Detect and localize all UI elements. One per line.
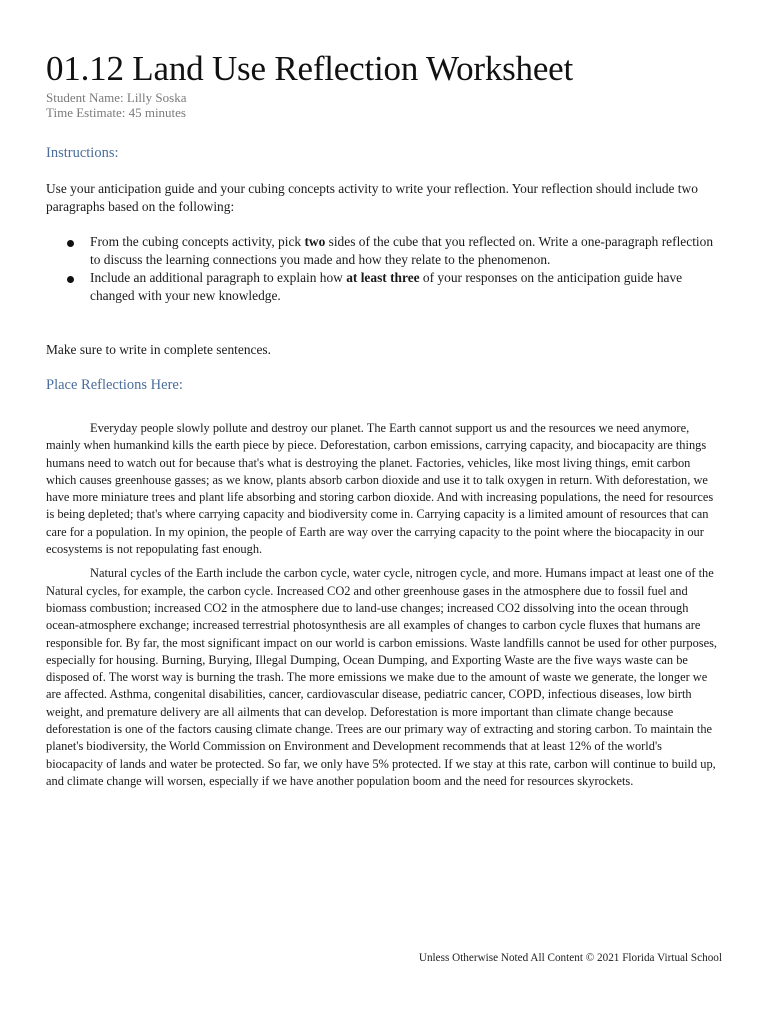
reflections-heading: Place Reflections Here: (46, 377, 183, 393)
time-estimate: Time Estimate: 45 minutes (46, 105, 186, 120)
bullet-text-end: of your responses on the anticipation guide have changed with your new knowledge. (90, 270, 683, 303)
reflection-paragraph-2: Natural cycles of the Earth include the carbon cycle, water cycle, nitrogen cycle, and more. Humans impact at least one of the Natural cycles, for example, the carbon cycle. Increased CO2 and other greenhouse gases in the atmosphere due to fossil fuel and biomass combustion; increased CO2 in the atmosphere due to land-use changes; increased CO2 dissolving into the ocean through ocean-atmosphere exchange; increased terrestrial photosynthesis are all examples of changes to carbon cycle fluxes that humans are responsible for. By far, the most significant impact on our world is carbon emissions. Waste landfills cannot be used for other purposes, especially for housing. Burning, Burying, Illegal Dumping, Ocean Dumping, and Exporting Waste are the five ways waste can be disposed of. The worst way is burning the trash. The more emissions we make due to the amount of waste we generate, the longer we are affected. Asthma, congenital disabilities, cancer, cardiovascular disease, pediatric cancer, COPD, infectious diseases, low birth weight, and premature delivery are all ailments that can develop. Deforestation is more important than climate change because deforestation is one of the factors causing climate change. Trees are our primary way of extracting and storing carbon. To maintain the planet's biodiversity, the World Commission on Environment and Development recommends that at least 12% of the world's biocapacity of lands and water be protected. So far, we only have 5% protected. If we stay at this rate, carbon will continue to build up, and climate change will worsen, especially if we have another population boom and the need for resources skyrockets. (46, 566, 718, 788)
student-name: Student Name: Lilly Soska (46, 90, 187, 105)
bullet-emphasis: at least three (346, 270, 420, 285)
bullet-emphasis: two (304, 234, 326, 249)
instructions-closing: Make sure to write in complete sentences. (46, 342, 271, 357)
bullet-icon (67, 240, 74, 247)
reflection-paragraph-1: Everyday people slowly pollute and destroy our planet. The Earth cannot support us and the resources we need anymore, mainly when humankind kills the earth piece by piece. Deforestation, carbon emissions, carrying capacity, and biocapacity are things humans need to watch out for because that's what is destroying the planet. Factories, vehicles, like most living things, emit carbon which causes greenhouse gasses; as we know, plants absorb carbon dioxide and use it to talk oxygen in return. With deforestation, we have more miniature trees and plant life absorbing and storing carbon dioxide. And with increasing populations, the need for resources is being depleted; that's where carrying capacity and biodiversity come in. Carrying capacity is a limited amount of resources that can care for a population. In my opinion, the people of Earth are way over the carrying capacity to the point where the biocapacity in our ecosystems is not repopulating fast enough. (46, 421, 714, 557)
bullet-text-start: Include an additional paragraph to explain how (90, 270, 347, 285)
list-item (46, 233, 714, 269)
reflection-body (46, 420, 721, 790)
instructions-heading: Instructions: (46, 145, 119, 161)
bullet-text-end: sides of the cube that you reflected on. Write a one-paragraph reflection to discuss the learning connections you made and how they relate to the phenomenon. (90, 234, 714, 267)
bullet-text-start: From the cubing concepts activity, pick (90, 234, 305, 249)
page-title: 01.12 Land Use Reflection Worksheet (46, 49, 574, 88)
instructions-intro: Use your anticipation guide and your cubing concepts activity to write your reflection. Your reflection should include two paragraphs based on the following: (46, 181, 698, 214)
instructions-list (46, 233, 714, 305)
copyright-footer: Unless Otherwise Noted All Content © 2021 Florida Virtual School (418, 952, 722, 964)
bullet-icon (67, 276, 74, 283)
list-item (46, 269, 714, 305)
